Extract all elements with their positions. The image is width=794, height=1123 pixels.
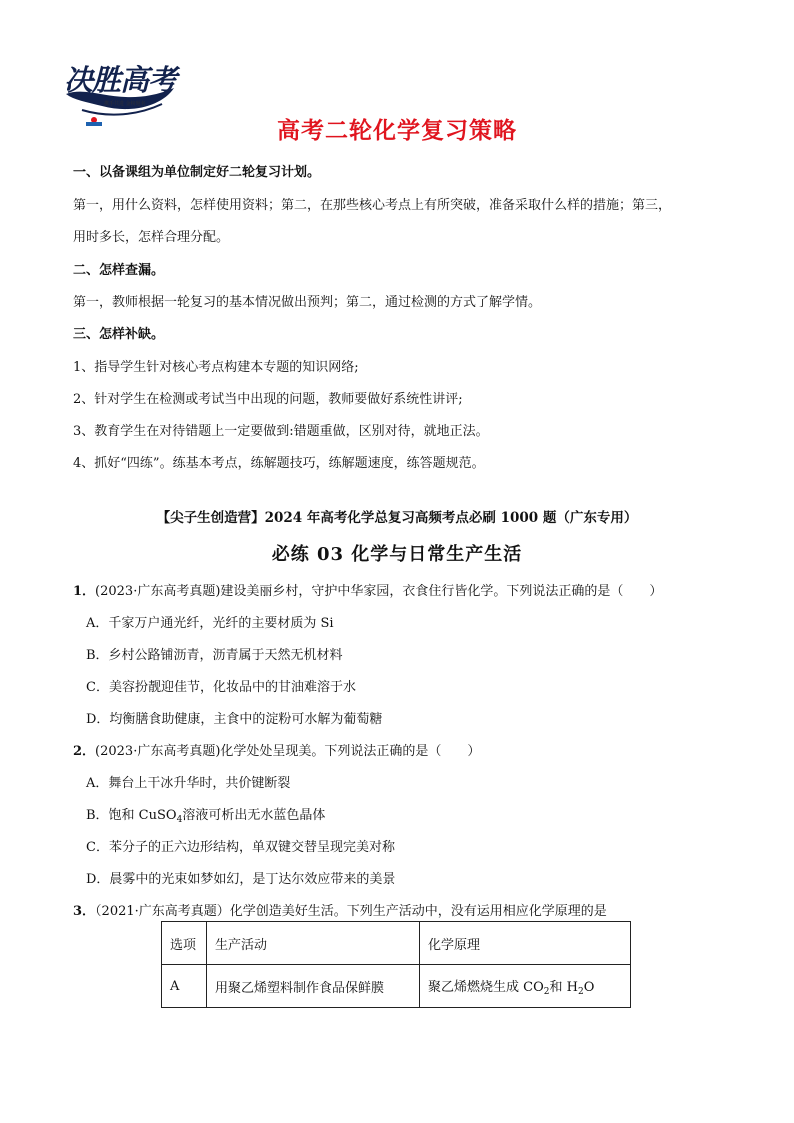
section3-item-3: 3、教育学生在对待错题上一定要做到:错题重做，区别对待，就地正法。 — [73, 424, 489, 439]
table-cell-principle — [420, 965, 631, 1008]
logo-text: 决胜高考 — [64, 63, 177, 97]
subscript: 4 — [176, 815, 183, 825]
principle-text-2: 和 H — [549, 979, 578, 995]
question-3-text: （2021·广东高考真题）化学创造美好生活。下列生产活动中，没有运用相应化学原理的是 — [95, 904, 607, 919]
section1-paragraph-line1: 第一，用什么资料，怎样使用资料；第二，在那些核心考点上有所突破，准备采取什么样的措施；第三， — [73, 198, 672, 213]
question-2-option-d: D．晨雾中的光束如梦如幻，是丁达尔效应带来的美景 — [86, 872, 396, 887]
question-1-option-c: C．美容扮靓迎佳节，化妆品中的甘油难溶于水 — [86, 680, 356, 695]
section1-heading: 一、以备课组为单位制定好二轮复习计划。 — [73, 165, 321, 180]
table-header-principle: 化学原理 — [420, 922, 631, 965]
question-1-number: 1． — [73, 584, 96, 599]
principle-text-3: O — [583, 979, 595, 995]
table-cell-activity: 用聚乙烯塑料制作食品保鲜膜 — [207, 965, 420, 1008]
subscript: 2 — [577, 986, 584, 997]
question-2-option-c: C．苯分子的正六边形结构，单双键交替呈现完美对称 — [86, 840, 395, 855]
document-title: 高考二轮化学复习策略 — [277, 118, 517, 144]
table-header-row — [162, 922, 631, 965]
question-2-option-b — [86, 804, 325, 825]
practice-title: 必练 03 化学与日常生产生活 — [271, 544, 523, 565]
section1-paragraph-line2: 用时多长，怎样合理分配。 — [73, 230, 230, 245]
section3-item-2: 2、针对学生在检测或考试当中出现的问题，教师要做好系统性讲评; — [73, 392, 463, 407]
table-header-activity: 生产活动 — [207, 922, 420, 965]
section3-item-1: 1、指导学生针对核心考点构建本专题的知识网络; — [73, 360, 359, 375]
option-b-text-start: B．饱和 CuSO — [86, 808, 177, 823]
question-2-stem — [73, 740, 480, 759]
question-2-text: (2023·广东高考真题)化学处处呈现美。下列说法正确的是（ ） — [95, 744, 481, 759]
question-2-number: 2． — [73, 744, 96, 759]
section3-heading: 三、怎样补缺。 — [73, 327, 165, 342]
question-3-table — [161, 921, 631, 1008]
question-3-number: 3． — [73, 904, 96, 919]
question-3-stem — [73, 900, 607, 919]
table-header-option: 选项 — [162, 922, 207, 965]
question-1-option-a: A．千家万户通光纤，光纤的主要材质为 Si — [86, 616, 334, 631]
section2-heading: 二、怎样查漏。 — [73, 263, 165, 278]
section3-item-4: 4、抓好“四练”。练基本考点，练解题技巧，练解题速度，练答题规范。 — [73, 456, 485, 471]
subscript: 2 — [543, 986, 550, 997]
question-1-option-b: B．乡村公路铺沥青，沥青属于天然无机材料 — [86, 648, 343, 663]
table-row — [162, 965, 631, 1008]
question-1-stem — [73, 580, 662, 599]
series-subtitle: 【尖子生创造营】2024 年高考化学总复习高频考点必刷 1000 题（广东专用） — [156, 510, 638, 526]
logo-tagline: 携手共进 金榜题名 — [104, 101, 146, 107]
principle-text-1: 聚乙烯燃烧生成 CO — [428, 979, 544, 995]
question-1-text: (2023·广东高考真题)建设美丽乡村，守护中华家园，衣食住行皆化学。下列说法正确的是（ ） — [95, 584, 663, 599]
question-1-option-d: D．均衡膳食助健康，主食中的淀粉可水解为葡萄糖 — [86, 712, 383, 727]
option-b-text-end: 溶液可析出无水蓝色晶体 — [182, 808, 326, 823]
question-2-option-a: A．舞台上干冰升华时，共价键断裂 — [86, 776, 291, 791]
table-cell-option: A — [162, 965, 207, 1008]
section2-paragraph: 第一，教师根据一轮复习的基本情况做出预判；第二，通过检测的方式了解学情。 — [73, 295, 542, 310]
